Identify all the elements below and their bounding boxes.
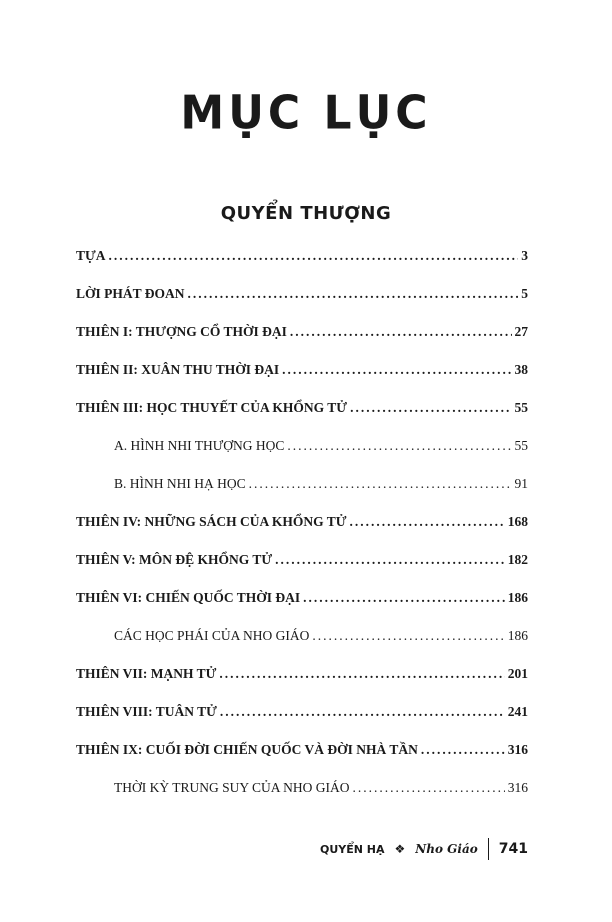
toc-entry[interactable] [76,552,528,590]
toc-entry-page: 168 [507,514,528,529]
page-title: MỤC LỤC [180,86,432,141]
toc-leader-dots [290,324,512,340]
ornament-icon: ❖ [394,841,406,856]
toc-entry-label: THIÊN V: MÔN ĐỆ KHỔNG TỬ [76,552,273,567]
toc-entry[interactable] [76,324,528,362]
toc-leader-dots [350,514,505,530]
toc-entry[interactable] [76,704,528,742]
toc-leader-dots [287,438,511,454]
toc-entry-label: A. HÌNH NHI THƯỢNG HỌC [114,438,285,453]
footer-volume: QUYỂN HẠ [320,842,385,856]
toc-entry[interactable] [76,628,528,666]
book-logo: Nho Giáo [415,842,478,856]
toc-leader-dots [249,476,512,492]
toc-entry-label: TỰA [76,248,106,263]
toc-entry[interactable] [76,476,528,514]
table-of-contents [76,248,528,818]
toc-entry-label: THIÊN II: XUÂN THU THỜI ĐẠI [76,362,280,377]
toc-entry-page: 55 [514,400,528,415]
toc-entry[interactable] [76,438,528,476]
toc-leader-dots [350,400,511,416]
toc-entry[interactable] [76,248,528,286]
toc-entry-label: THIÊN IX: CUỐI ĐỜI CHIẾN QUỐC VÀ ĐỜI NHÀ TẦN [76,742,418,757]
toc-entry-page: 186 [507,590,528,605]
toc-entry-page: 27 [514,324,528,339]
toc-leader-dots [188,286,519,302]
toc-entry-page: 3 [521,248,528,263]
toc-entry[interactable] [76,514,528,552]
toc-entry-page: 316 [507,742,528,757]
toc-leader-dots [421,742,505,758]
toc-entry-page: 38 [514,362,528,377]
toc-entry-label: THỜI KỲ TRUNG SUY CỦA NHO GIÁO [114,780,350,795]
toc-leader-dots [303,590,505,606]
toc-entry-label: THIÊN VII: MẠNH TỬ [76,666,217,681]
toc-entry-page: 186 [507,628,528,643]
section-title: QUYỂN THƯỢNG [220,203,392,224]
toc-leader-dots [109,248,519,264]
toc-entry-label: THIÊN IV: NHỮNG SÁCH CỦA KHỔNG TỬ [76,514,347,529]
toc-entry[interactable] [76,362,528,400]
toc-entry[interactable] [76,666,528,704]
toc-entry[interactable] [76,780,528,818]
page-footer [320,838,528,860]
toc-leader-dots [220,704,505,720]
toc-entry-label: B. HÌNH NHI HẠ HỌC [114,476,246,491]
toc-entry-label: LỜI PHÁT ĐOAN [76,286,185,301]
toc-entry-page: 91 [514,476,528,491]
toc-entry[interactable] [76,590,528,628]
toc-entry-label: THIÊN III: HỌC THUYẾT CỦA KHỔNG TỬ [76,400,348,415]
toc-entry-label: CÁC HỌC PHÁI CỦA NHO GIÁO [114,628,310,643]
toc-entry[interactable] [76,742,528,780]
toc-leader-dots [275,552,505,568]
footer-page-number: 741 [498,841,528,857]
toc-entry-page: 182 [507,552,528,567]
toc-entry-page: 241 [507,704,528,719]
toc-entry-page: 316 [507,780,528,795]
toc-entry-label: THIÊN I: THƯỢNG CỔ THỜI ĐẠI [76,324,287,339]
toc-entry-page: 201 [507,666,528,681]
footer-divider [488,838,489,860]
toc-leader-dots [353,780,505,796]
toc-entry[interactable] [76,400,528,438]
toc-entry-label: THIÊN VI: CHIẾN QUỐC THỜI ĐẠI [76,590,301,605]
toc-leader-dots [219,666,504,682]
toc-entry-page: 55 [514,438,528,453]
toc-leader-dots [312,628,504,644]
toc-entry-label: THIÊN VIII: TUÂN TỬ [76,704,217,719]
toc-entry-page: 5 [521,286,528,301]
toc-entry[interactable] [76,286,528,324]
toc-leader-dots [282,362,511,378]
